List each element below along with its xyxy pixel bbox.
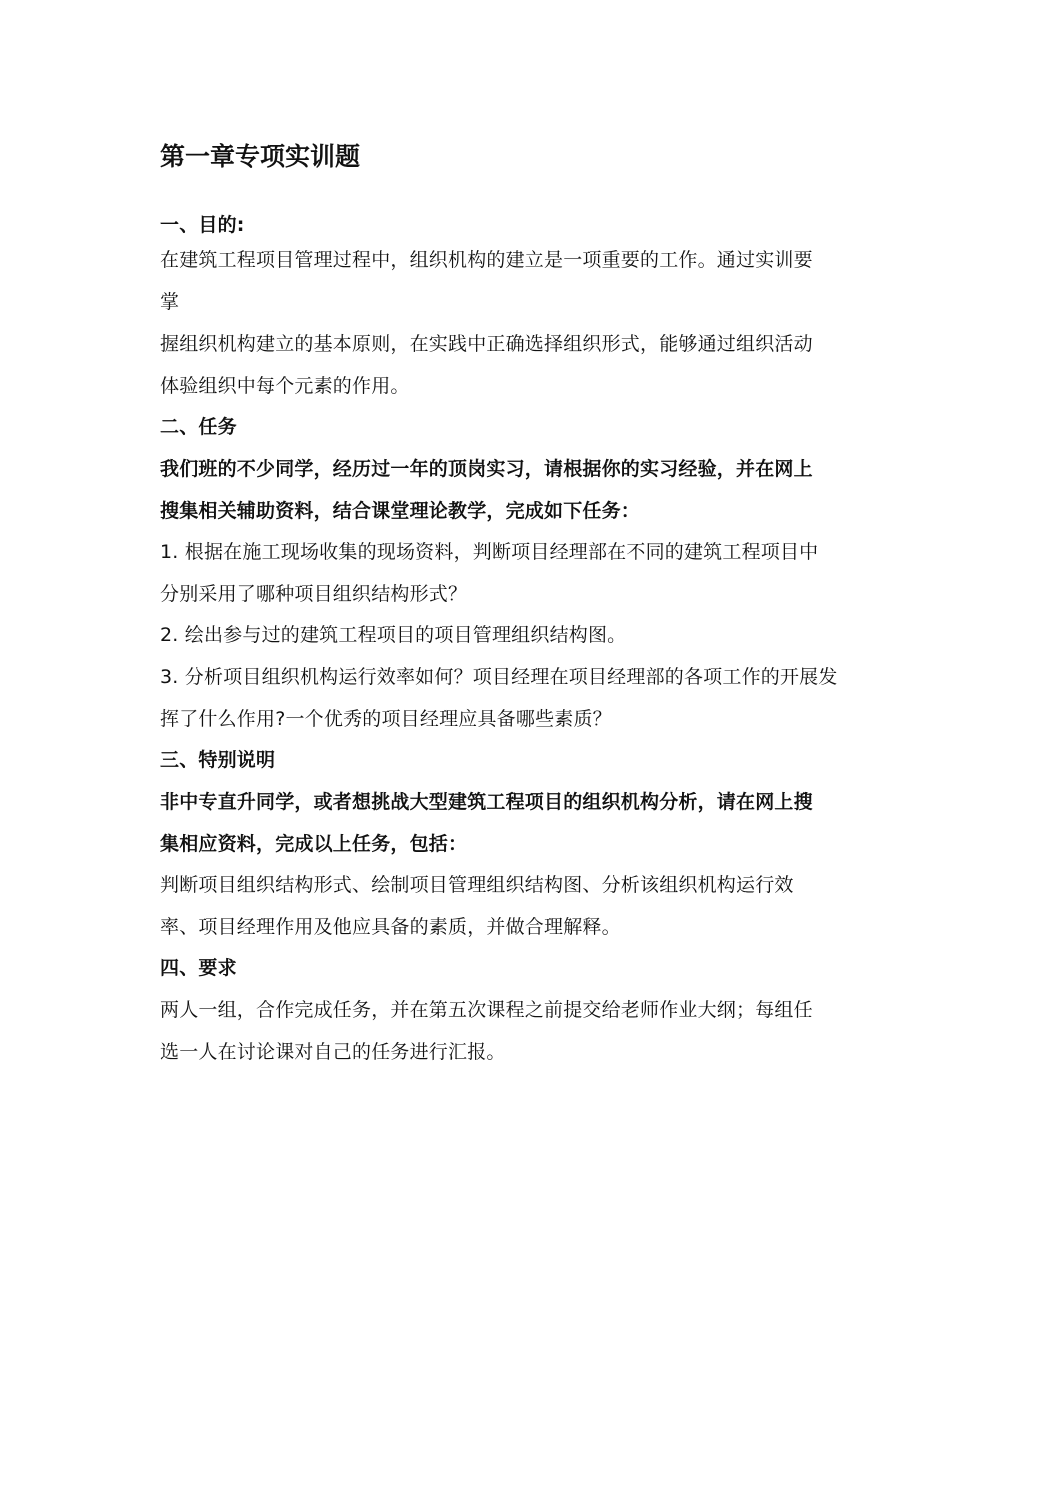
special-line-1: 判断项目组织结构形式、绘制项目管理组织结构图、分析该组织机构运行效 bbox=[160, 874, 794, 896]
task-item-line-2: 分别采用了哪种项目组织结构形式？ bbox=[160, 583, 468, 605]
section-heading-requirements: 四、要求 bbox=[160, 957, 237, 979]
purpose-line-4: 体验组织中每个元素的作用。 bbox=[160, 375, 410, 397]
requirements-line-2: 选一人在讨论课对自己的任务进行汇报。 bbox=[160, 1041, 506, 1063]
task-intro-line-1: 我们班的不少同学，经历过一年的顶岗实习，请根据你的实习经验，并在网上 bbox=[160, 458, 813, 480]
section-heading-special: 三、特别说明 bbox=[160, 749, 276, 771]
task-item-line-4: 3. 分析项目组织机构运行效率如何？项目经理在项目经理部的各项工作的开展发 bbox=[160, 666, 838, 688]
section-heading-purpose: 一、目的: bbox=[160, 214, 245, 236]
section-heading-task: 二、任务 bbox=[160, 416, 237, 438]
purpose-line-2: 掌 bbox=[160, 291, 180, 313]
requirements-line-1: 两人一组，合作完成任务，并在第五次课程之前提交给老师作业大纲；每组任 bbox=[160, 999, 813, 1021]
purpose-line-1: 在建筑工程项目管理过程中，组织机构的建立是一项重要的工作。通过实训要 bbox=[160, 249, 813, 271]
task-item-line-3: 2. 绘出参与过的建筑工程项目的项目管理组织结构图。 bbox=[160, 624, 627, 646]
special-line-2: 率、项目经理作用及他应具备的素质，并做合理解释。 bbox=[160, 916, 621, 938]
special-bold-line-2: 集相应资料，完成以上任务，包括： bbox=[160, 833, 468, 855]
special-bold-line-1: 非中专直升同学，或者想挑战大型建筑工程项目的组织机构分析，请在网上搜 bbox=[160, 791, 813, 813]
task-intro-line-2: 搜集相关辅助资料，结合课堂理论教学，完成如下任务： bbox=[160, 500, 641, 522]
task-item-line-1: 1. 根据在施工现场收集的现场资料，判断项目经理部在不同的建筑工程项目中 bbox=[160, 541, 819, 563]
purpose-line-3: 握组织机构建立的基本原则，在实践中正确选择组织形式，能够通过组织活动 bbox=[160, 333, 813, 355]
document-title: 第一章专项实训题 bbox=[160, 142, 361, 171]
task-item-line-5: 挥了什么作用?一个优秀的项目经理应具备哪些素质？ bbox=[160, 708, 612, 730]
